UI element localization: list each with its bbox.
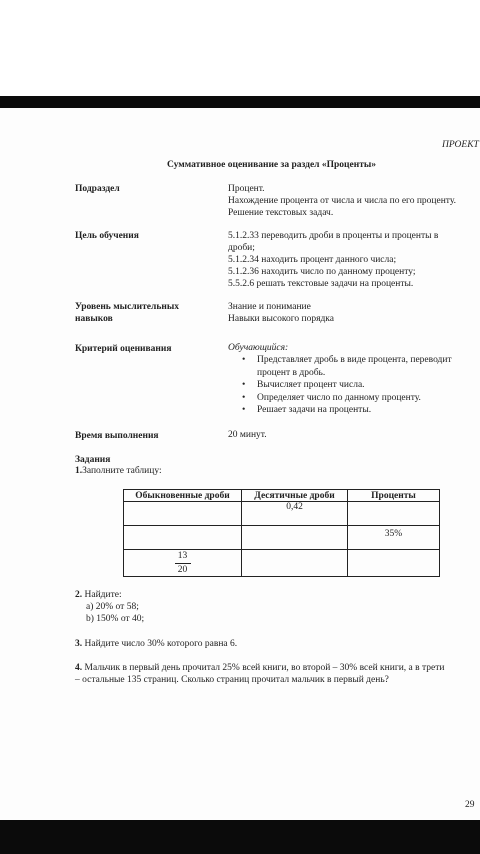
subsection-line: Решение текстовых задач. bbox=[228, 208, 334, 218]
task4-line: – остальные 135 страниц. Сколько страниц прочитал мальчик в первый день? bbox=[75, 675, 389, 685]
table-cell bbox=[124, 526, 242, 550]
time-value: 20 минут. bbox=[228, 430, 267, 440]
task4-line: Мальчик в первый день прочитал 25% всей книги, во второй – 30% всей книги, а в трети bbox=[84, 663, 445, 673]
fractions-table bbox=[123, 489, 440, 577]
learning-goal-line: 5.5.2.6 решать текстовые задачи на проценты. bbox=[228, 279, 414, 289]
fraction-numerator: 13 bbox=[177, 551, 188, 561]
table-row bbox=[124, 550, 440, 577]
criteria-item: • Вычисляет процент числа. bbox=[242, 379, 452, 392]
table-row bbox=[124, 502, 440, 526]
task3-number: 3. bbox=[75, 639, 83, 649]
top-dark-band bbox=[0, 96, 480, 108]
header-common-fractions: Обыкновенные дроби bbox=[124, 490, 242, 502]
percent-value: 35% bbox=[384, 529, 403, 539]
learning-goal-line: 5.1.2.34 находить процент данного числа; bbox=[228, 255, 397, 265]
table-header-row bbox=[124, 490, 440, 502]
bottom-dark-band bbox=[0, 820, 480, 854]
subsection-line: Нахождение процента от числа и числа по его проценту. bbox=[228, 196, 456, 206]
criteria-item: • Определяет число по данному проценту. bbox=[242, 392, 452, 405]
subsection-value bbox=[228, 183, 456, 219]
criteria-item bbox=[242, 354, 452, 379]
learning-goal-label: Цель обучения bbox=[75, 231, 139, 241]
learning-goal-line: 5.1.2.36 находить число по данному проценту; bbox=[228, 267, 416, 277]
subsection-line: Процент. bbox=[228, 184, 265, 194]
learning-goal-line: дроби; bbox=[228, 243, 255, 253]
table-cell-fraction bbox=[124, 550, 242, 577]
criteria-intro: Обучающийся: bbox=[228, 343, 289, 353]
table-cell-percent bbox=[348, 526, 440, 550]
task2-item: b) 150% от 40; bbox=[86, 614, 145, 624]
task2-number: 2. bbox=[75, 590, 83, 600]
task2-item: а) 20% от 58; bbox=[86, 602, 139, 612]
fraction-denominator: 20 bbox=[177, 565, 188, 575]
header-decimal-fractions: Десятичные дроби bbox=[242, 490, 348, 502]
document-title: Суммативное оценивание за раздел «Проценты» bbox=[167, 160, 377, 170]
document-page bbox=[0, 108, 480, 820]
task2 bbox=[75, 589, 122, 601]
table-cell bbox=[348, 502, 440, 526]
criteria-label: Критерий оценивания bbox=[75, 344, 172, 354]
table-cell bbox=[124, 502, 242, 526]
learning-goal-value bbox=[228, 230, 438, 290]
thinking-level-label-line: Уровень мыслительных bbox=[75, 302, 179, 312]
table-cell bbox=[348, 550, 440, 577]
task1-text: Заполните таблицу: bbox=[82, 466, 162, 476]
task1-number: 1. bbox=[75, 466, 83, 476]
criteria-list bbox=[242, 354, 452, 417]
tasks-heading: Задания bbox=[75, 455, 111, 465]
thinking-level-line: Навыки высокого порядка bbox=[228, 314, 334, 324]
thinking-level-label bbox=[75, 301, 179, 325]
criteria-item: • Решает задачи на проценты. bbox=[242, 404, 452, 417]
task4-number: 4. bbox=[75, 663, 83, 673]
page-number: 29 bbox=[465, 800, 475, 810]
table-row bbox=[124, 526, 440, 550]
subsection-label: Подраздел bbox=[75, 184, 120, 194]
time-label: Время выполнения bbox=[75, 431, 159, 441]
task3-text: Найдите число 30% которого равна 6. bbox=[84, 639, 238, 649]
learning-goal-line: 5.1.2.33 переводить дроби в проценты и проценты в bbox=[228, 231, 439, 241]
criteria-item-line: • Представляет дробь в виде процента, переводит bbox=[257, 355, 452, 365]
task2-text: Найдите: bbox=[84, 590, 122, 600]
table-cell-decimal: 0,42 bbox=[242, 502, 348, 526]
project-label: ПРОЕКТ bbox=[442, 140, 479, 150]
task1 bbox=[75, 465, 162, 477]
thinking-level-value bbox=[228, 301, 334, 325]
table-cell bbox=[242, 526, 348, 550]
thinking-level-label-line: навыков bbox=[75, 314, 113, 324]
header-percents: Проценты bbox=[348, 490, 440, 502]
criteria-item-line: процент в дробь. bbox=[257, 367, 326, 378]
table-cell bbox=[242, 550, 348, 577]
task3 bbox=[75, 638, 237, 650]
task4 bbox=[75, 662, 444, 674]
fraction-bar bbox=[175, 563, 191, 564]
thinking-level-line: Знание и понимание bbox=[228, 302, 311, 312]
fraction bbox=[175, 551, 191, 576]
